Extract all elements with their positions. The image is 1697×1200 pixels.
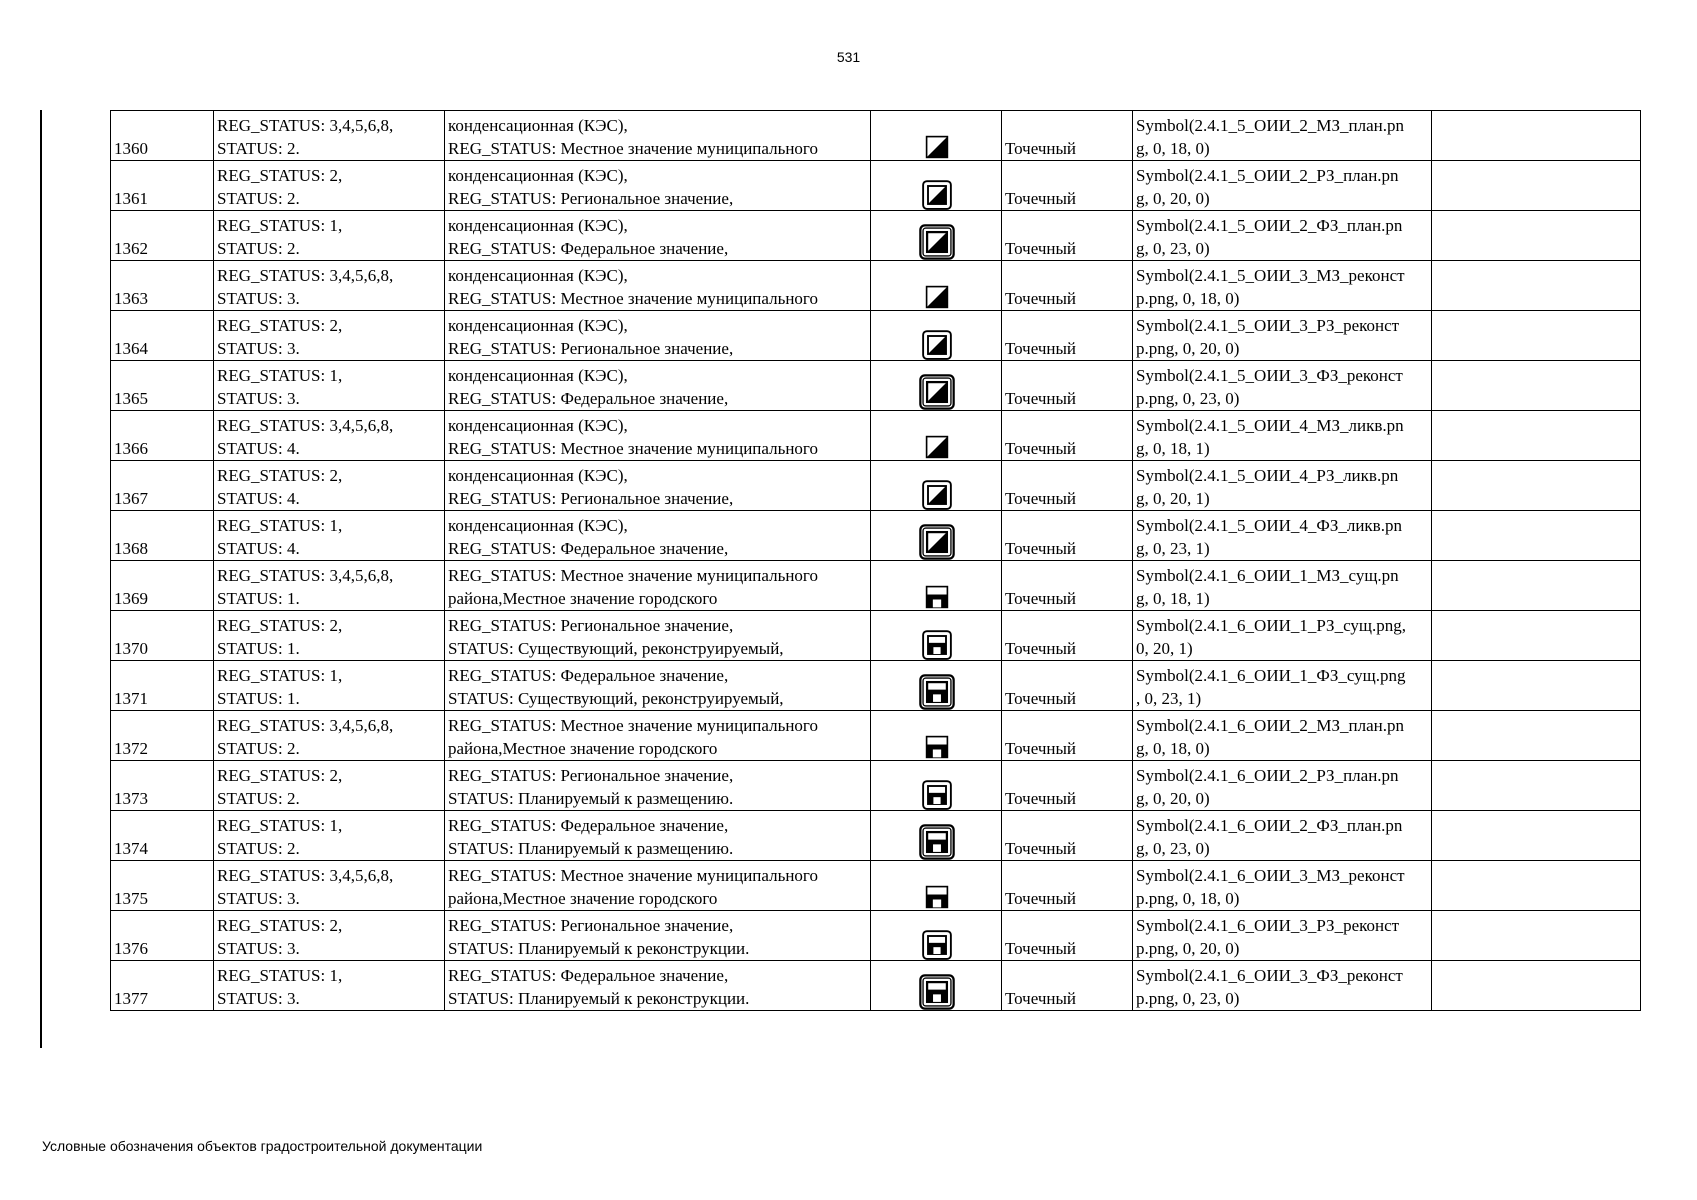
empty-cell (1432, 511, 1641, 561)
symbol-function-line: Symbol(2.4.1_5_ОИИ_4_РЗ_ликв.pn (1136, 466, 1399, 485)
reg-status-line: REG_STATUS: 3,4,5,6,8, (217, 116, 394, 135)
description-line: STATUS: Планируемый к реконструкции. (448, 939, 750, 958)
reg-status-line: REG_STATUS: 2, (217, 916, 343, 935)
symbol-cell (871, 661, 1002, 711)
table-row (111, 661, 1641, 711)
status-line: STATUS: 2. (217, 139, 300, 158)
symbol-function-line: р.png, 0, 20, 0) (1136, 939, 1240, 958)
description-cell (445, 211, 871, 261)
geometry-type-cell: Точечный (1002, 111, 1133, 161)
description-line: REG_STATUS: Региональное значение, (448, 189, 734, 208)
symbol-function-line: g, 0, 23, 0) (1136, 839, 1210, 858)
symbol-function-line: g, 0, 23, 1) (1136, 539, 1210, 558)
empty-cell (1432, 611, 1641, 661)
symbol-cell (871, 211, 1002, 261)
status-line: STATUS: 1. (217, 639, 300, 658)
symbol-function-line: Symbol(2.4.1_6_ОИИ_1_ФЗ_сущ.png (1136, 666, 1406, 685)
symbol-function-line: Symbol(2.4.1_5_ОИИ_3_РЗ_реконст (1136, 316, 1400, 335)
status-line: STATUS: 4. (217, 539, 300, 558)
symbol-cell (871, 911, 1002, 961)
status-line: STATUS: 2. (217, 789, 300, 808)
symbol-function-line: Symbol(2.4.1_5_ОИИ_4_МЗ_ликв.pn (1136, 416, 1404, 435)
empty-cell (1432, 161, 1641, 211)
reg-status-line: REG_STATUS: 1, (217, 966, 343, 985)
empty-cell (1432, 661, 1641, 711)
table-row (111, 511, 1641, 561)
reg-status-line: REG_STATUS: 3,4,5,6,8, (217, 566, 394, 585)
house-square-icon (919, 824, 955, 860)
empty-cell (1432, 711, 1641, 761)
table-row (111, 411, 1641, 461)
reg-status-line: REG_STATUS: 1, (217, 366, 343, 385)
symbol-cell (871, 111, 1002, 161)
symbol-cell (871, 961, 1002, 1011)
row-id-cell: 1361 (111, 161, 214, 211)
description-cell (445, 961, 871, 1011)
geometry-type-cell: Точечный (1002, 311, 1133, 361)
row-id-cell: 1374 (111, 811, 214, 861)
symbol-cell (871, 611, 1002, 661)
status-cell (214, 811, 445, 861)
symbol-function-line: Symbol(2.4.1_5_ОИИ_2_РЗ_план.pn (1136, 166, 1399, 185)
description-cell (445, 511, 871, 561)
description-line: конденсационная (КЭС), (448, 216, 628, 235)
reg-status-line: REG_STATUS: 2, (217, 316, 343, 335)
status-cell (214, 461, 445, 511)
table-row (111, 611, 1641, 661)
geometry-type-cell: Точечный (1002, 561, 1133, 611)
description-line: конденсационная (КЭС), (448, 316, 628, 335)
symbol-cell (871, 761, 1002, 811)
description-line: STATUS: Существующий, реконструируемый, (448, 689, 784, 708)
diagonal-square-icon (919, 224, 955, 260)
diagonal-square-icon (924, 134, 950, 160)
symbol-function-line: Symbol(2.4.1_5_ОИИ_2_ФЗ_план.pn (1136, 216, 1403, 235)
symbol-function-cell (1133, 561, 1432, 611)
status-line: STATUS: 1. (217, 689, 300, 708)
description-cell (445, 411, 871, 461)
symbol-function-cell (1133, 361, 1432, 411)
symbol-function-cell (1133, 511, 1432, 561)
symbol-function-cell (1133, 711, 1432, 761)
status-cell (214, 861, 445, 911)
status-line: STATUS: 4. (217, 439, 300, 458)
symbol-function-line: , 0, 23, 1) (1136, 689, 1202, 708)
description-cell (445, 711, 871, 761)
status-cell (214, 311, 445, 361)
symbol-function-cell (1133, 811, 1432, 861)
description-line: REG_STATUS: Региональное значение, (448, 766, 734, 785)
description-line: REG_STATUS: Региональное значение, (448, 339, 734, 358)
table-row (111, 161, 1641, 211)
symbol-function-line: Symbol(2.4.1_6_ОИИ_2_МЗ_план.pn (1136, 716, 1404, 735)
symbol-function-cell (1133, 261, 1432, 311)
house-square-icon (922, 630, 952, 660)
diagonal-square-icon (924, 434, 950, 460)
row-id-cell: 1362 (111, 211, 214, 261)
table-row (111, 211, 1641, 261)
description-line: конденсационная (КЭС), (448, 516, 628, 535)
geometry-type-cell: Точечный (1002, 911, 1133, 961)
table-row (111, 761, 1641, 811)
footer-caption: Условные обозначения объектов градостроительной документации (42, 1138, 483, 1154)
symbol-cell (871, 811, 1002, 861)
description-cell (445, 861, 871, 911)
empty-cell (1432, 761, 1641, 811)
diagonal-square-icon (919, 374, 955, 410)
symbol-function-line: р.png, 0, 20, 0) (1136, 339, 1240, 358)
description-cell (445, 161, 871, 211)
empty-cell (1432, 811, 1641, 861)
description-line: REG_STATUS: Федеральное значение, (448, 239, 729, 258)
symbol-function-cell (1133, 761, 1432, 811)
margin-line (40, 110, 42, 1048)
geometry-type-cell: Точечный (1002, 511, 1133, 561)
symbol-function-line: g, 0, 18, 0) (1136, 139, 1210, 158)
description-cell (445, 911, 871, 961)
description-cell (445, 111, 871, 161)
empty-cell (1432, 461, 1641, 511)
status-line: STATUS: 2. (217, 739, 300, 758)
symbol-function-cell (1133, 461, 1432, 511)
symbol-cell (871, 861, 1002, 911)
symbol-cell (871, 711, 1002, 761)
reg-status-line: REG_STATUS: 2, (217, 466, 343, 485)
row-id-cell: 1370 (111, 611, 214, 661)
table-row (111, 361, 1641, 411)
empty-cell (1432, 961, 1641, 1011)
status-line: STATUS: 2. (217, 189, 300, 208)
row-id-cell: 1365 (111, 361, 214, 411)
empty-cell (1432, 561, 1641, 611)
house-square-icon (924, 584, 950, 610)
symbol-function-cell (1133, 661, 1432, 711)
description-line: STATUS: Планируемый к размещению. (448, 839, 734, 858)
status-line: STATUS: 3. (217, 389, 300, 408)
symbol-cell (871, 411, 1002, 461)
status-cell (214, 511, 445, 561)
symbol-function-line: g, 0, 20, 0) (1136, 189, 1210, 208)
symbol-cell (871, 311, 1002, 361)
row-id-cell: 1360 (111, 111, 214, 161)
status-cell (214, 211, 445, 261)
table-row (111, 961, 1641, 1011)
symbol-function-line: Symbol(2.4.1_5_ОИИ_2_МЗ_план.pn (1136, 116, 1404, 135)
description-cell (445, 261, 871, 311)
status-line: STATUS: 1. (217, 589, 300, 608)
reg-status-line: REG_STATUS: 1, (217, 516, 343, 535)
row-id-cell: 1373 (111, 761, 214, 811)
symbol-cell (871, 361, 1002, 411)
reg-status-line: REG_STATUS: 3,4,5,6,8, (217, 416, 394, 435)
status-line: STATUS: 3. (217, 939, 300, 958)
table-row (111, 111, 1641, 161)
symbol-function-cell (1133, 911, 1432, 961)
description-line: конденсационная (КЭС), (448, 366, 628, 385)
row-id-cell: 1364 (111, 311, 214, 361)
description-cell (445, 811, 871, 861)
status-line: STATUS: 3. (217, 289, 300, 308)
description-line: района,Местное значение городского (448, 739, 718, 758)
geometry-type-cell: Точечный (1002, 761, 1133, 811)
house-square-icon (919, 974, 955, 1010)
symbol-function-line: g, 0, 18, 1) (1136, 589, 1210, 608)
description-cell (445, 461, 871, 511)
status-cell (214, 411, 445, 461)
status-cell (214, 911, 445, 961)
table-row (111, 911, 1641, 961)
symbol-cell (871, 561, 1002, 611)
description-line: REG_STATUS: Местное значение муниципального (448, 566, 818, 585)
symbol-function-line: р.png, 0, 18, 0) (1136, 289, 1240, 308)
geometry-type-cell: Точечный (1002, 361, 1133, 411)
row-id-cell: 1372 (111, 711, 214, 761)
table-row (111, 311, 1641, 361)
table-row (111, 561, 1641, 611)
description-cell (445, 661, 871, 711)
symbol-cell (871, 511, 1002, 561)
symbol-function-cell (1133, 411, 1432, 461)
house-square-icon (924, 884, 950, 910)
diagonal-square-icon (919, 524, 955, 560)
reg-status-line: REG_STATUS: 2, (217, 166, 343, 185)
diagonal-square-icon (922, 480, 952, 510)
row-id-cell: 1376 (111, 911, 214, 961)
description-line: REG_STATUS: Местное значение муниципального (448, 716, 818, 735)
symbol-function-line: Symbol(2.4.1_5_ОИИ_3_МЗ_реконст (1136, 266, 1405, 285)
reg-status-line: REG_STATUS: 2, (217, 766, 343, 785)
status-line: STATUS: 2. (217, 239, 300, 258)
description-line: REG_STATUS: Федеральное значение, (448, 539, 729, 558)
geometry-type-cell: Точечный (1002, 411, 1133, 461)
status-cell (214, 161, 445, 211)
description-line: конденсационная (КЭС), (448, 466, 628, 485)
status-line: STATUS: 2. (217, 839, 300, 858)
description-line: конденсационная (КЭС), (448, 116, 628, 135)
symbol-function-line: 0, 20, 1) (1136, 639, 1193, 658)
description-line: района,Местное значение городского (448, 589, 718, 608)
status-line: STATUS: 3. (217, 889, 300, 908)
page-number: 531 (836, 49, 861, 65)
reg-status-line: REG_STATUS: 3,4,5,6,8, (217, 716, 394, 735)
table-row (111, 261, 1641, 311)
symbol-function-line: Symbol(2.4.1_5_ОИИ_4_ФЗ_ликв.pn (1136, 516, 1402, 535)
description-line: REG_STATUS: Местное значение муниципального (448, 439, 818, 458)
symbol-function-cell (1133, 961, 1432, 1011)
symbol-function-line: Symbol(2.4.1_6_ОИИ_2_ФЗ_план.pn (1136, 816, 1403, 835)
geometry-type-cell: Точечный (1002, 261, 1133, 311)
symbol-function-line: g, 0, 20, 0) (1136, 789, 1210, 808)
table-row (111, 711, 1641, 761)
description-line: района,Местное значение городского (448, 889, 718, 908)
symbol-function-line: р.png, 0, 23, 0) (1136, 989, 1240, 1008)
row-id-cell: 1375 (111, 861, 214, 911)
row-id-cell: 1371 (111, 661, 214, 711)
reg-status-line: REG_STATUS: 1, (217, 216, 343, 235)
table-row (111, 861, 1641, 911)
geometry-type-cell: Точечный (1002, 811, 1133, 861)
geometry-type-cell: Точечный (1002, 461, 1133, 511)
status-cell (214, 261, 445, 311)
diagonal-square-icon (922, 180, 952, 210)
empty-cell (1432, 111, 1641, 161)
symbol-cell (871, 261, 1002, 311)
description-line: REG_STATUS: Региональное значение, (448, 916, 734, 935)
geometry-type-cell: Точечный (1002, 161, 1133, 211)
description-line: REG_STATUS: Федеральное значение, (448, 389, 729, 408)
status-cell (214, 361, 445, 411)
description-line: STATUS: Существующий, реконструируемый, (448, 639, 784, 658)
symbol-function-line: Symbol(2.4.1_5_ОИИ_3_ФЗ_реконст (1136, 366, 1403, 385)
status-line: STATUS: 4. (217, 489, 300, 508)
geometry-type-cell: Точечный (1002, 661, 1133, 711)
geometry-type-cell: Точечный (1002, 711, 1133, 761)
description-cell (445, 761, 871, 811)
geometry-type-cell: Точечный (1002, 861, 1133, 911)
description-line: STATUS: Планируемый к размещению. (448, 789, 734, 808)
house-square-icon (922, 780, 952, 810)
reg-status-line: REG_STATUS: 3,4,5,6,8, (217, 266, 394, 285)
description-line: REG_STATUS: Федеральное значение, (448, 966, 729, 985)
symbol-function-line: Symbol(2.4.1_6_ОИИ_3_МЗ_реконст (1136, 866, 1405, 885)
empty-cell (1432, 911, 1641, 961)
description-cell (445, 561, 871, 611)
symbol-function-line: Symbol(2.4.1_6_ОИИ_1_РЗ_сущ.png, (1136, 616, 1406, 635)
description-line: конденсационная (КЭС), (448, 266, 628, 285)
row-id-cell: 1363 (111, 261, 214, 311)
symbol-function-line: g, 0, 23, 0) (1136, 239, 1210, 258)
house-square-icon (924, 734, 950, 760)
symbol-function-cell (1133, 211, 1432, 261)
reg-status-line: REG_STATUS: 2, (217, 616, 343, 635)
empty-cell (1432, 261, 1641, 311)
status-line: STATUS: 3. (217, 339, 300, 358)
status-cell (214, 111, 445, 161)
row-id-cell: 1366 (111, 411, 214, 461)
row-id-cell: 1367 (111, 461, 214, 511)
symbol-function-line: р.png, 0, 18, 0) (1136, 889, 1240, 908)
reg-status-line: REG_STATUS: 1, (217, 666, 343, 685)
symbol-function-line: Symbol(2.4.1_6_ОИИ_3_РЗ_реконст (1136, 916, 1400, 935)
status-cell (214, 611, 445, 661)
symbol-function-line: g, 0, 20, 1) (1136, 489, 1210, 508)
reg-status-line: REG_STATUS: 1, (217, 816, 343, 835)
empty-cell (1432, 211, 1641, 261)
status-cell (214, 661, 445, 711)
status-cell (214, 961, 445, 1011)
empty-cell (1432, 361, 1641, 411)
row-id-cell: 1368 (111, 511, 214, 561)
description-line: REG_STATUS: Региональное значение, (448, 489, 734, 508)
description-line: REG_STATUS: Местное значение муниципального (448, 139, 818, 158)
status-line: STATUS: 3. (217, 989, 300, 1008)
symbol-function-cell (1133, 611, 1432, 661)
symbol-function-line: g, 0, 18, 0) (1136, 739, 1210, 758)
diagonal-square-icon (924, 284, 950, 310)
description-cell (445, 361, 871, 411)
description-line: STATUS: Планируемый к реконструкции. (448, 989, 750, 1008)
symbol-cell (871, 461, 1002, 511)
house-square-icon (919, 674, 955, 710)
empty-cell (1432, 861, 1641, 911)
row-id-cell: 1369 (111, 561, 214, 611)
description-line: REG_STATUS: Федеральное значение, (448, 666, 729, 685)
empty-cell (1432, 311, 1641, 361)
description-cell (445, 611, 871, 661)
reg-status-line: REG_STATUS: 3,4,5,6,8, (217, 866, 394, 885)
description-line: REG_STATUS: Региональное значение, (448, 616, 734, 635)
symbol-function-line: Symbol(2.4.1_6_ОИИ_1_МЗ_сущ.pn (1136, 566, 1399, 585)
geometry-type-cell: Точечный (1002, 211, 1133, 261)
symbol-cell (871, 161, 1002, 211)
symbol-function-cell (1133, 861, 1432, 911)
empty-cell (1432, 411, 1641, 461)
geometry-type-cell: Точечный (1002, 961, 1133, 1011)
status-cell (214, 711, 445, 761)
table-row (111, 461, 1641, 511)
description-cell (445, 311, 871, 361)
house-square-icon (922, 930, 952, 960)
symbol-function-line: g, 0, 18, 1) (1136, 439, 1210, 458)
description-line: REG_STATUS: Местное значение муниципального (448, 866, 818, 885)
description-line: конденсационная (КЭС), (448, 166, 628, 185)
row-id-cell: 1377 (111, 961, 214, 1011)
symbol-function-line: Symbol(2.4.1_6_ОИИ_2_РЗ_план.pn (1136, 766, 1399, 785)
description-line: REG_STATUS: Федеральное значение, (448, 816, 729, 835)
symbol-function-cell (1133, 111, 1432, 161)
description-line: конденсационная (КЭС), (448, 416, 628, 435)
status-cell (214, 561, 445, 611)
diagonal-square-icon (922, 330, 952, 360)
symbols-table (110, 110, 1641, 1011)
table-row (111, 811, 1641, 861)
description-line: REG_STATUS: Местное значение муниципального (448, 289, 818, 308)
symbol-function-line: р.png, 0, 23, 0) (1136, 389, 1240, 408)
symbol-function-cell (1133, 311, 1432, 361)
geometry-type-cell: Точечный (1002, 611, 1133, 661)
status-cell (214, 761, 445, 811)
symbol-function-line: Symbol(2.4.1_6_ОИИ_3_ФЗ_реконст (1136, 966, 1403, 985)
symbol-function-cell (1133, 161, 1432, 211)
